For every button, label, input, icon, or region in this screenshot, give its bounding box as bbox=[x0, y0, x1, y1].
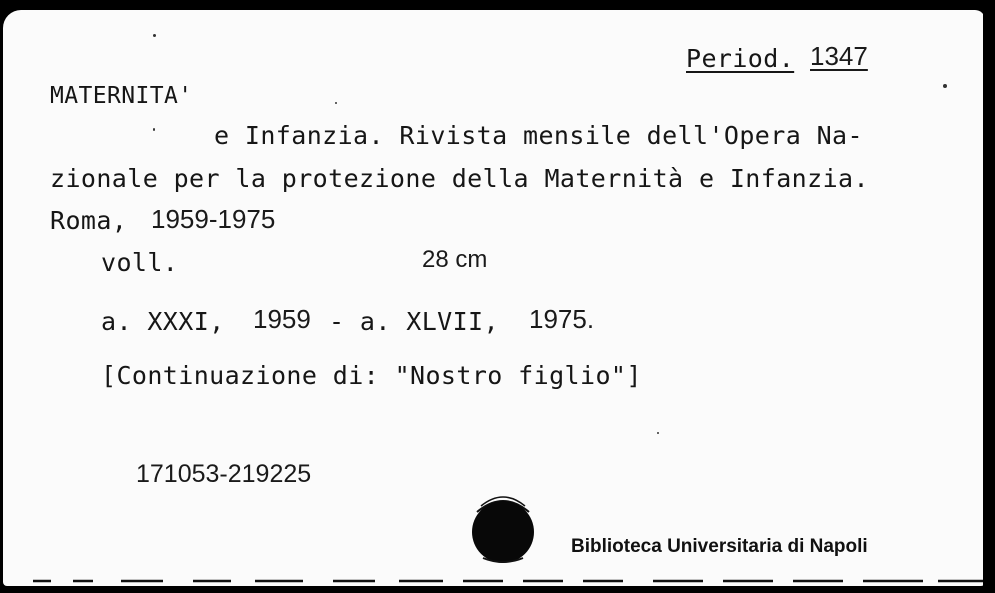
extent-size: 28 cm bbox=[422, 246, 488, 273]
holdings-start-year: 1959 bbox=[253, 304, 311, 334]
perforation-dashes bbox=[3, 572, 985, 586]
shelfmark-label: Period. bbox=[686, 44, 795, 73]
imprint-years: 1959-1975 bbox=[151, 204, 276, 234]
catalog-card bbox=[3, 10, 985, 586]
holdings-end-year: 1975. bbox=[529, 304, 595, 334]
library-seal-icon bbox=[469, 490, 537, 566]
extent-volumes: voll. bbox=[101, 248, 179, 277]
title-line-1: e Infanzia. Rivista mensile dell'Opera Na- bbox=[214, 121, 863, 150]
card-edge-shadow bbox=[983, 0, 995, 593]
heading: MATERNITA' bbox=[50, 83, 193, 109]
continuation-note: [Continuazione di: "Nostro figlio"] bbox=[101, 361, 642, 390]
imprint-place: Roma, bbox=[50, 206, 128, 235]
holdings-range: - a. XLVII, bbox=[329, 307, 499, 336]
title-line-2: zionale per la protezione della Maternità e Infanzia. bbox=[50, 164, 869, 193]
library-stamp: Biblioteca Universitaria di Napoli bbox=[571, 536, 868, 557]
holdings-start: a. XXXI, bbox=[101, 307, 225, 336]
inventory-number: 171053-219225 bbox=[136, 460, 312, 488]
shelfmark-number: 1347 bbox=[810, 41, 868, 71]
